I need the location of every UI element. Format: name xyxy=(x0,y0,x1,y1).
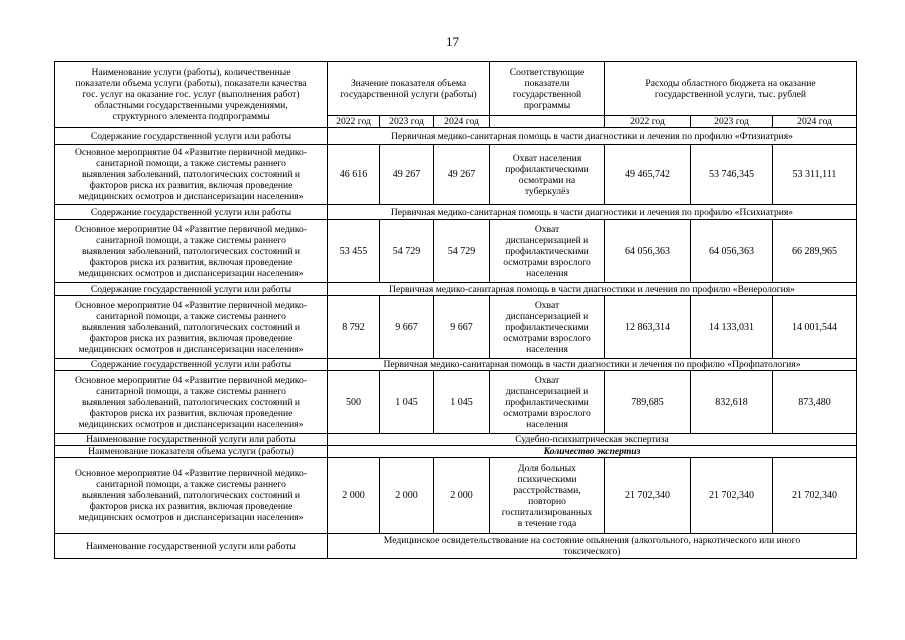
volume-2023: 49 267 xyxy=(380,145,434,205)
program-indicator: Охват диспансеризацией и профилактическими осмотрами взрослого населения xyxy=(490,296,605,359)
service-name-row xyxy=(55,434,857,446)
header-indicators: Соответствующие показатели государственной программы xyxy=(490,62,605,116)
expense-2022: 49 465,742 xyxy=(605,145,691,205)
volume-2022: 2 000 xyxy=(328,458,380,534)
service-name-row xyxy=(55,534,857,559)
data-row xyxy=(55,220,857,283)
content-row xyxy=(55,205,857,220)
expense-2022: 64 056,363 xyxy=(605,220,691,283)
year-header: 2024 год xyxy=(434,116,490,128)
volume-2022: 46 616 xyxy=(328,145,380,205)
header-volume: Значение показателя объема государственной услуги (работы) xyxy=(328,62,490,116)
expense-2024: 53 311,111 xyxy=(773,145,857,205)
expense-2023: 14 133,031 xyxy=(691,296,773,359)
volume-2022: 8 792 xyxy=(328,296,380,359)
header-expenses: Расходы областного бюджета на оказание государственной услуги, тыс. рублей xyxy=(605,62,857,116)
content-label: Содержание государственной услуги или работы xyxy=(55,205,328,220)
expense-2023: 21 702,340 xyxy=(691,458,773,534)
measure-description: Основное мероприятие 04 «Развитие первичной медико- санитарной помощи, а также системы раннего выявления заболеваний, патологических состояний и факторов риска их развития, включая проведение медицинских осмотров и диспансеризации населения» xyxy=(55,371,328,434)
volume-2022: 53 455 xyxy=(328,220,380,283)
program-indicator: Охват диспансеризацией и профилактическими осмотрами взрослого населения xyxy=(490,220,605,283)
service-name-label: Наименование государственной услуги или работы xyxy=(55,434,328,446)
header-service-name: Наименование услуги (работы), количественные показатели объема услуги (работы), показатели качества гос. услуг на оказание гос. услуг (выполнения работ) областными государственными учреждениями, структурного элемента подпрограммы xyxy=(55,62,328,128)
service-name-label: Наименование государственной услуги или работы xyxy=(55,534,328,559)
volume-2023: 54 729 xyxy=(380,220,434,283)
content-row xyxy=(55,359,857,371)
volume-2024: 2 000 xyxy=(434,458,490,534)
content-value: Первичная медико-санитарная помощь в части диагностики и лечения по профилю «Профпатология» xyxy=(328,359,857,371)
volume-indicator-row xyxy=(55,446,857,458)
header-row xyxy=(55,62,857,116)
expense-2024: 14 001,544 xyxy=(773,296,857,359)
measure-description: Основное мероприятие 04 «Развитие первичной медико- санитарной помощи, а также системы раннего выявления заболеваний, патологических состояний и факторов риска их развития, включая проведение медицинских осмотров и диспансеризации населения» xyxy=(55,220,328,283)
year-header: 2023 год xyxy=(380,116,434,128)
volume-2024: 9 667 xyxy=(434,296,490,359)
volume-2022: 500 xyxy=(328,371,380,434)
blank-cell xyxy=(490,116,605,128)
content-value: Первичная медико-санитарная помощь в части диагностики и лечения по профилю «Фтизиатрия» xyxy=(328,128,857,145)
year-header: 2023 год xyxy=(691,116,773,128)
expense-2022: 12 863,314 xyxy=(605,296,691,359)
measure-description: Основное мероприятие 04 «Развитие первичной медико- санитарной помощи, а также системы раннего выявления заболеваний, патологических состояний и факторов риска их развития, включая проведение медицинских осмотров и диспансеризации населения» xyxy=(55,458,328,534)
expense-2023: 64 056,363 xyxy=(691,220,773,283)
content-row xyxy=(55,128,857,145)
program-indicator: Охват населения профилактическими осмотрами на туберкулёз xyxy=(490,145,605,205)
volume-2023: 1 045 xyxy=(380,371,434,434)
year-header: 2022 год xyxy=(328,116,380,128)
volume-2023: 2 000 xyxy=(380,458,434,534)
expense-2023: 832,618 xyxy=(691,371,773,434)
expense-2022: 789,685 xyxy=(605,371,691,434)
measure-description: Основное мероприятие 04 «Развитие первичной медико- санитарной помощи, а также системы раннего выявления заболеваний, патологических состояний и факторов риска их развития, включая проведение медицинских осмотров и диспансеризации населения» xyxy=(55,145,328,205)
volume-2024: 1 045 xyxy=(434,371,490,434)
data-row xyxy=(55,371,857,434)
volume-indicator-label: Наименование показателя объема услуги (работы) xyxy=(55,446,328,458)
volume-2023: 9 667 xyxy=(380,296,434,359)
data-row xyxy=(55,145,857,205)
year-header: 2024 год xyxy=(773,116,857,128)
content-row xyxy=(55,283,857,296)
expense-2023: 53 746,345 xyxy=(691,145,773,205)
expense-2022: 21 702,340 xyxy=(605,458,691,534)
content-value: Первичная медико-санитарная помощь в части диагностики и лечения по профилю «Психиатрия» xyxy=(328,205,857,220)
data-row xyxy=(55,296,857,359)
page-number: 17 xyxy=(446,34,459,49)
expense-2024: 66 289,965 xyxy=(773,220,857,283)
volume-indicator-value: Количество экспертиз xyxy=(328,446,857,458)
volume-2024: 54 729 xyxy=(434,220,490,283)
program-indicator: Доля больных психическими расстройствами, повторно госпитализированных в течение года xyxy=(490,458,605,534)
data-row xyxy=(55,458,857,534)
content-label: Содержание государственной услуги или работы xyxy=(55,283,328,296)
service-name-value: Судебно-психиатрическая экспертиза xyxy=(328,434,857,446)
expense-2024: 873,480 xyxy=(773,371,857,434)
content-label: Содержание государственной услуги или работы xyxy=(55,128,328,145)
year-header: 2022 год xyxy=(605,116,691,128)
content-value: Первичная медико-санитарная помощь в части диагностики и лечения по профилю «Венерология» xyxy=(328,283,857,296)
program-indicator: Охват диспансеризацией и профилактическими осмотрами взрослого населения xyxy=(490,371,605,434)
measure-description: Основное мероприятие 04 «Развитие первичной медико- санитарной помощи, а также системы раннего выявления заболеваний, патологических состояний и факторов риска их развития, включая проведение медицинских осмотров и диспансеризации населения» xyxy=(55,296,328,359)
service-name-value: Медицинское освидетельствование на состояние опьянения (алкогольного, наркотического или иного токсического) xyxy=(328,534,857,559)
services-table xyxy=(54,61,857,559)
volume-2024: 49 267 xyxy=(434,145,490,205)
expense-2024: 21 702,340 xyxy=(773,458,857,534)
content-label: Содержание государственной услуги или работы xyxy=(55,359,328,371)
